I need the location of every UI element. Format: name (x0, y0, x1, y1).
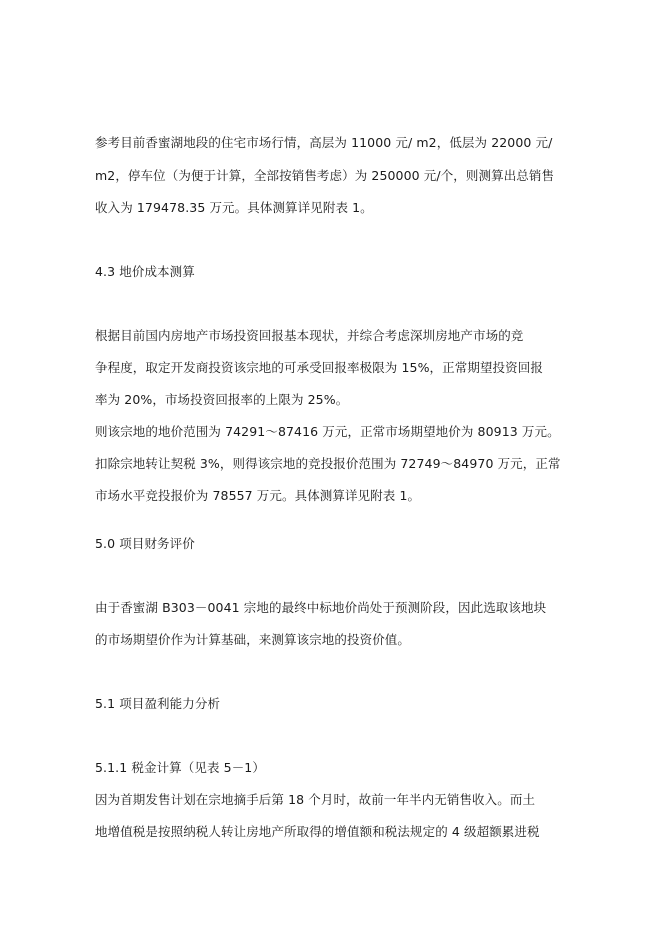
paragraph-line: 因为首期发售计划在宗地摘手后第 18 个月时，故前一年半内无销售收入。而土 (95, 792, 536, 807)
paragraph-line: 率为 20%，市场投资回报率的上限为 25%。 (95, 392, 349, 407)
paragraph-line: 扣除宗地转让契税 3%，则得该宗地的竞投报价范围为 72749～84970 万元，正常 (95, 456, 561, 471)
section-heading-5-1-1: 5.1.1 税金计算（见表 5－1） (95, 760, 265, 775)
paragraph-line: m2，停车位（为便于计算，全部按销售考虑）为 250000 元/个，则测算出总销售 (95, 168, 555, 183)
paragraph-line: 由于香蜜湖 B303－0041 宗地的最终中标地价尚处于预测阶段，因此选取该地块 (95, 600, 547, 615)
section-heading-5-0: 5.0 项目财务评价 (95, 536, 195, 551)
section-heading-5-1: 5.1 项目盈利能力分析 (95, 696, 221, 711)
paragraph-line: 收入为 179478.35 万元。具体测算详见附表 1。 (95, 200, 373, 215)
paragraph-line: 争程度，取定开发商投资该宗地的可承受回报率极限为 15%，正常期望投资回报 (95, 360, 543, 375)
paragraph-line: 参考目前香蜜湖地段的住宅市场行情，高层为 11000 元/ m2，低层为 22000 元/ (95, 135, 553, 150)
paragraph-line: 根据目前国内房地产市场投资回报基本现状，并综合考虑深圳房地产市场的竞 (95, 328, 524, 343)
paragraph-line: 地增值税是按照纳税人转让房地产所取得的增值额和税法规定的 4 级超额累进税 (95, 824, 540, 839)
paragraph-line: 市场水平竞投报价为 78557 万元。具体测算详见附表 1。 (95, 488, 421, 503)
paragraph-line: 则该宗地的地价范围为 74291～87416 万元，正常市场期望地价为 80913 万元。 (95, 424, 560, 439)
section-heading-4-3: 4.3 地价成本测算 (95, 264, 195, 279)
paragraph-line: 的市场期望价作为计算基础，来测算该宗地的投资价值。 (95, 632, 411, 647)
